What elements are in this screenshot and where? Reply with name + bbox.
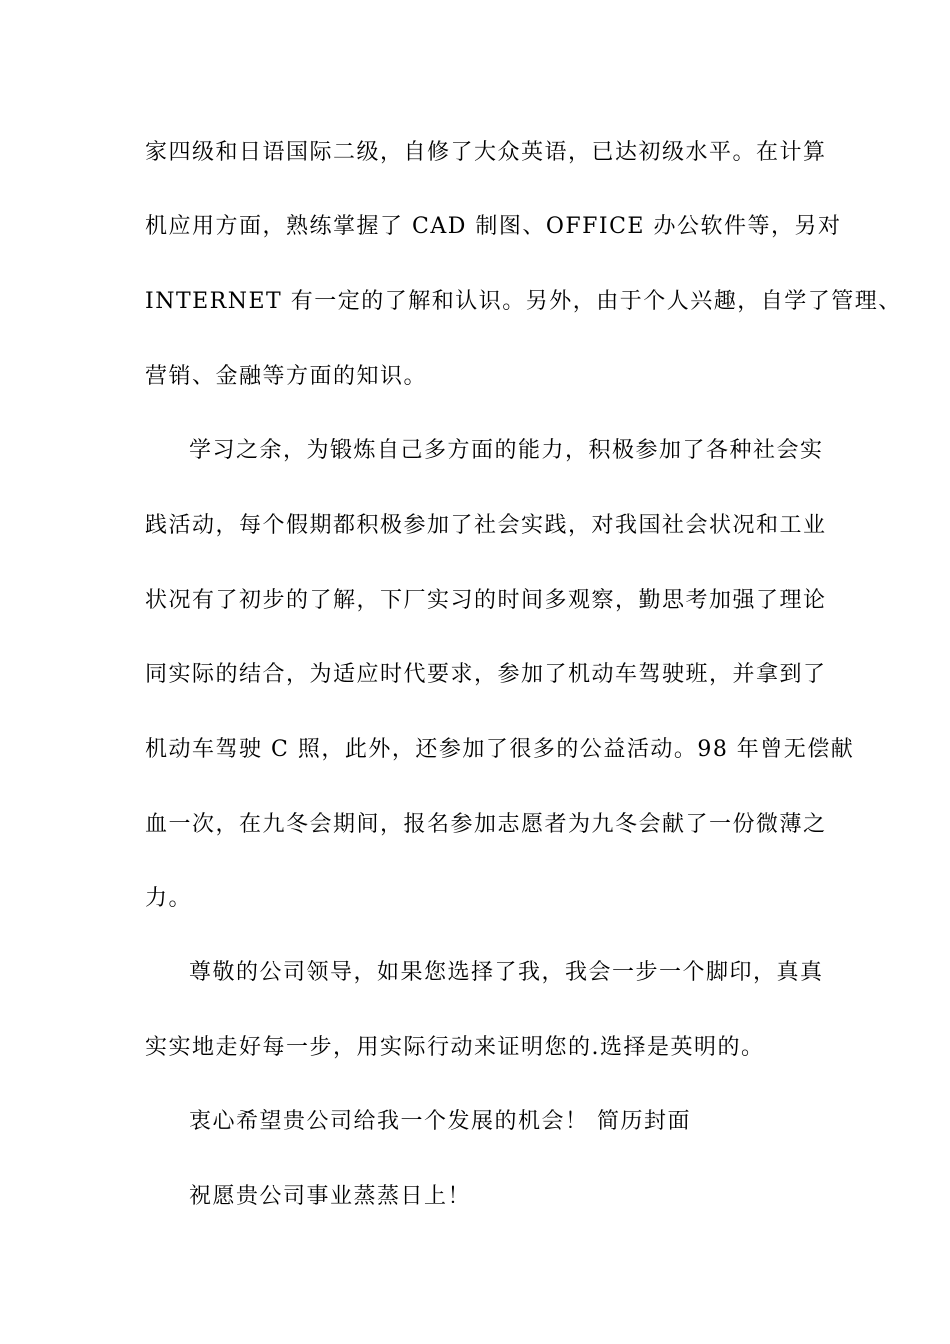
paragraph-line: 力。	[145, 886, 193, 911]
paragraph-line: 衷心希望贵公司给我一个发展的机会！ 简历封面	[189, 1109, 691, 1134]
paragraph-line: 学习之余，为锻炼自己多方面的能力，积极参加了各种社会实	[189, 438, 824, 463]
paragraph-line: 践活动，每个假期都积极参加了社会实践，对我国社会状况和工业	[145, 513, 827, 538]
paragraph-line: INTERNET 有一定的了解和认识。另外，由于个人兴趣，自学了管理、	[145, 289, 902, 314]
paragraph-line: 尊敬的公司领导，如果您选择了我，我会一步一个脚印，真真	[189, 960, 824, 985]
paragraph-line: 同实际的结合，为适应时代要求，参加了机动车驾驶班，并拿到了	[145, 662, 827, 687]
paragraph-line: 祝愿贵公司事业蒸蒸日上！	[189, 1184, 472, 1209]
paragraph-line: 实实地走好每一步，用实际行动来证明您的.选择是英明的。	[145, 1035, 765, 1060]
paragraph-line: 机应用方面，熟练掌握了 CAD 制图、OFFICE 办公软件等，另对	[145, 214, 842, 239]
paragraph-line: 家四级和日语国际二级，自修了大众英语，已达初级水平。在计算	[145, 140, 827, 165]
paragraph-line: 机动车驾驶 C 照，此外，还参加了很多的公益活动。98 年曾无偿献	[145, 737, 855, 762]
paragraph-line: 血一次，在九冬会期间，报名参加志愿者为九冬会献了一份微薄之	[145, 812, 827, 837]
paragraph-line: 状况有了初步的了解，下厂实习的时间多观察，勤思考加强了理论	[145, 588, 827, 613]
paragraph-line: 营销、金融等方面的知识。	[145, 364, 428, 389]
